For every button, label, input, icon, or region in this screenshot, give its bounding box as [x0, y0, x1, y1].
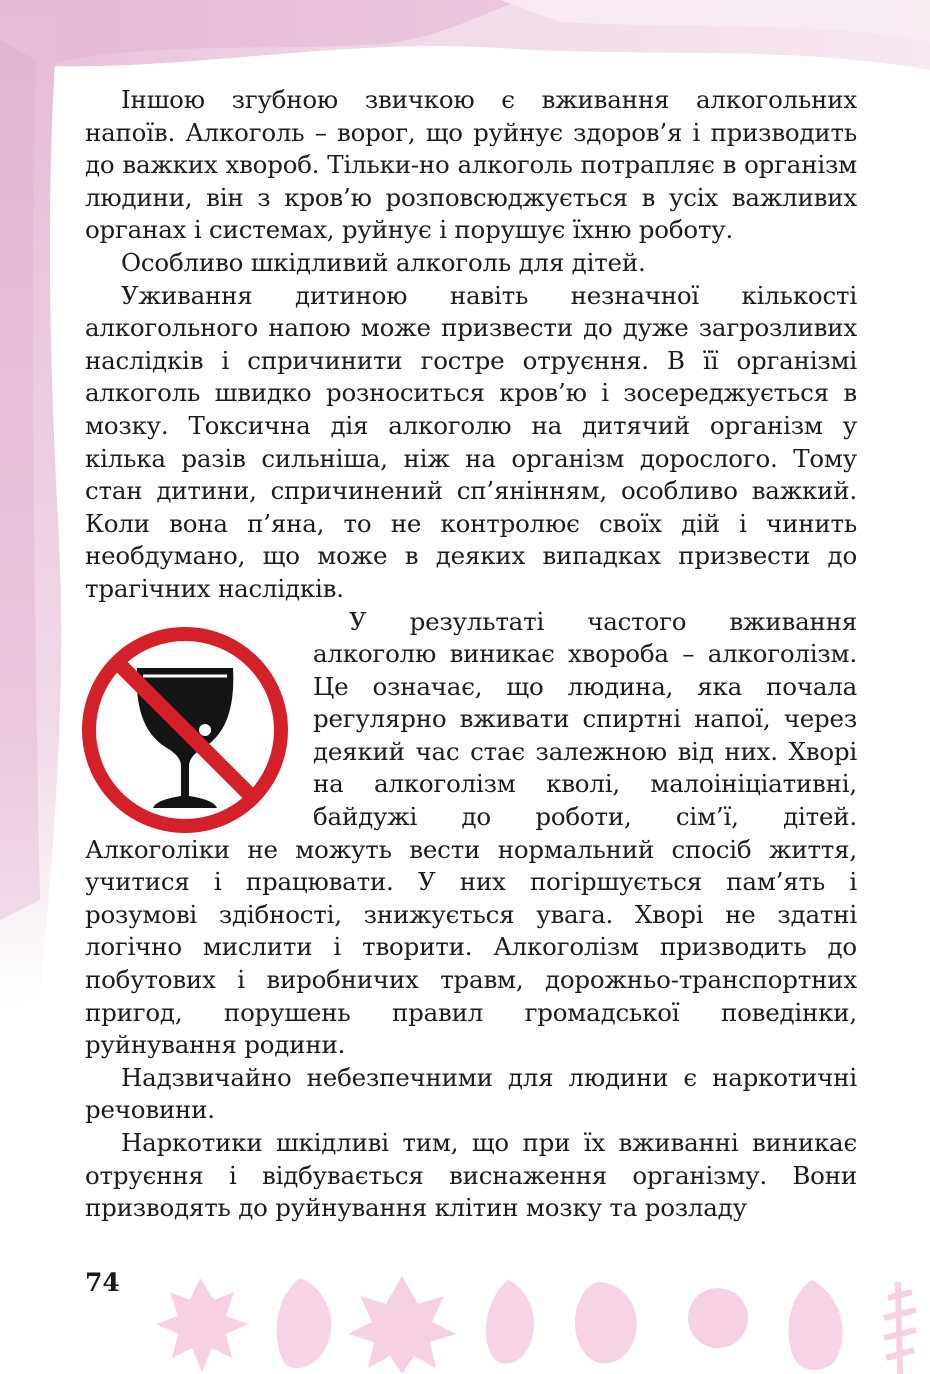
- page-number: 74: [85, 1268, 120, 1297]
- paragraph-6: Наркотики шкідливі тим, що при їх вживанні виникає отруєння і відбувається виснаження організму. Вони призводять до руйнування клітин мозку та розладу: [85, 1128, 857, 1223]
- page-body-text: [85, 84, 857, 1225]
- paragraph-3: Уживання дитиною навіть незначної кількості алкогольного напою може призвести до дуже загрозливих наслідків і спричинити гостре отруєння. В її організмі алкоголь швидко розноситься кров’ю і зосереджується в мозку. Токсична дія алкоголю на дитячий організм у кілька разів сильніша, ніж на організм дорослого. Тому стан дитини, спричинений сп’янінням, особливо важкий. Коли вона п’яна, то не контролює своїх дій і чинить необдумано, що може в деяких випадках призвести до трагічних наслідків.: [85, 280, 857, 603]
- paragraph-1: Іншою згубною звичкою є вживання алкогольних напоїв. Алкоголь – ворог, що руйнує здоров’я і призводить до важких хвороб. Тільки-но алкоголь потрапляє в організм людини, він з кров’ю розповсюджується в усіх важливих органах і системах, руйнує і порушує їхню роботу.: [85, 85, 857, 245]
- paragraph-2: Особливо шкідливий алкоголь для дітей.: [121, 247, 646, 277]
- paragraph-4: У результаті частого вживання алкоголю виникає хвороба – алкоголізм. Це означає, що людина, яка почала регулярно вживати спиртні напої, через деякий час стає залежною від них. Хворі на алкоголізм кволі, малоініціативні, байдужі до роботи, сім’ї, дітей. Алкоголіки не можуть вести нормальний спосіб життя, учитися і працювати. У них погіршується пам’ять і розумові здібності, знижується увага. Хворі не здатні логічно мислити і творити. Алкоголізм призводить до побутових і виробничих травм, дорожньо-транспортних пригод, порушень правил громадської поведінки, руйнування родини.: [85, 606, 857, 1060]
- no-alcohol-sign-icon: [77, 626, 293, 834]
- leaf-decorations: [156, 1276, 916, 1374]
- paragraph-5: Надзвичайно небезпечними для людини є наркотичні речовини.: [85, 1062, 857, 1125]
